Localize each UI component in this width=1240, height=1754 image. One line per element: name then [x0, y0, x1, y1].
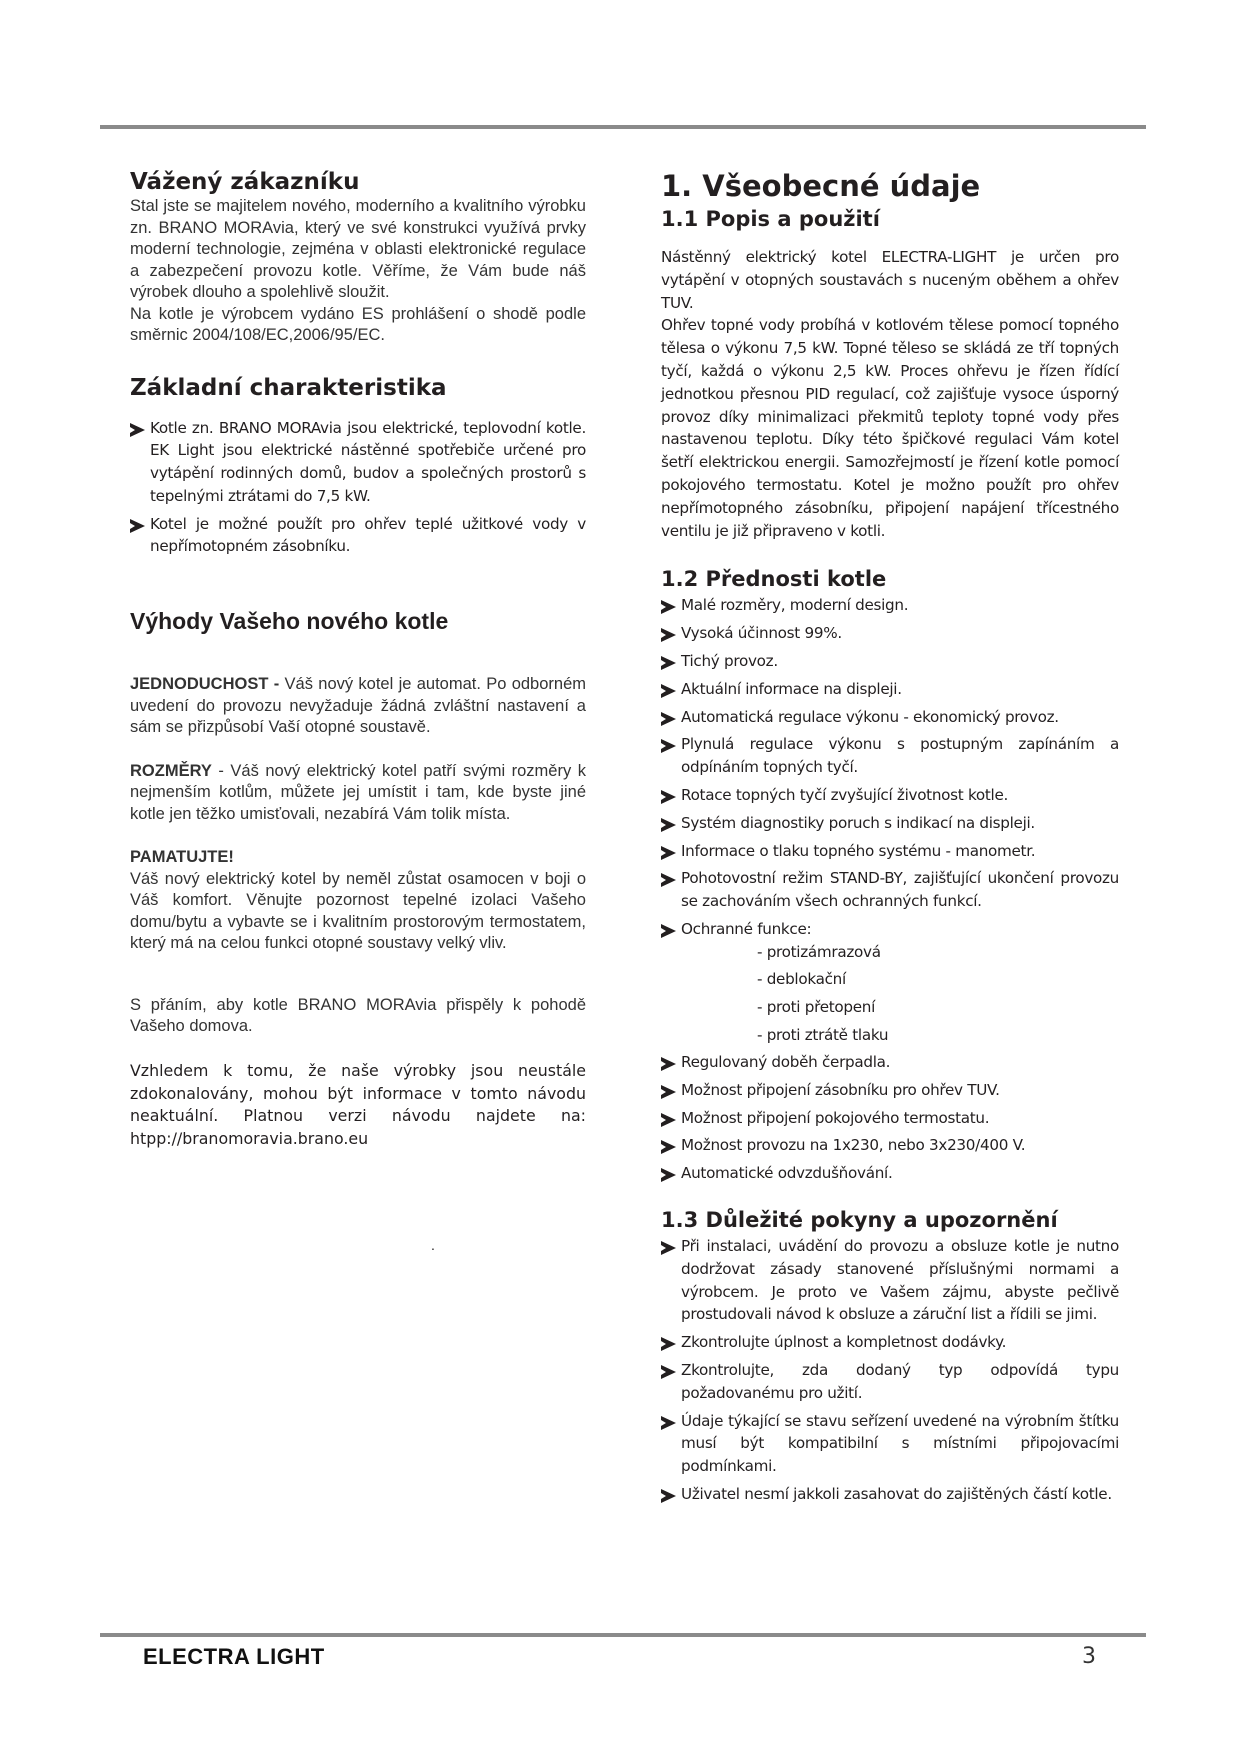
advantages-list — [661, 594, 1119, 1185]
list-item: Rotace topných tyčí zvyšující životnost kotle. — [661, 784, 1119, 807]
list-item: Informace o tlaku topného systému - manometr. — [661, 840, 1119, 863]
section-1-3-title: 1.3 Důležité pokyny a upozornění — [661, 1208, 1058, 1233]
basic-characteristics-list — [130, 417, 586, 559]
arrow-bullet-icon — [661, 1489, 676, 1503]
protective-functions-list — [681, 941, 1119, 1046]
arrow-bullet-icon — [661, 790, 676, 804]
wishes-paragraph: S přáním, aby kotle BRANO MORAvia přispěly k pohodě Vašeho domova. — [130, 995, 586, 1036]
arrow-bullet-icon — [661, 1416, 676, 1430]
list-item: Tichý provoz. — [661, 650, 1119, 673]
arrow-bullet-icon — [661, 846, 676, 860]
page-number: 3 — [1082, 1644, 1096, 1669]
list-item: Zkontrolujte úplnost a kompletnost dodávky. — [661, 1331, 1119, 1354]
list-item: Plynulá regulace výkonu s postupným zapínáním a odpínáním topných tyčí. — [661, 733, 1119, 779]
notice-paragraph: Vzhledem k tomu, že naše výrobky jsou neustále zdokonalovány, mohou být informace v tomto návodu neaktuální. Platnou verzi návodu najdete na: htpp://branomoravia.brano.eu — [130, 1060, 586, 1149]
sub-list-item: - proti přetopení — [757, 997, 876, 1016]
simplicity-label: JEDNODUCHOST - — [130, 675, 280, 694]
conformity-paragraph: Na kotle je výrobcem vydáno ES prohlášení o shodě podle směrnic 2004/108/EC,2006/95/EC. — [130, 304, 586, 344]
stray-dot: . — [431, 1237, 435, 1253]
arrow-bullet-icon — [661, 873, 676, 887]
arrow-bullet-icon — [661, 1113, 676, 1127]
arrow-bullet-icon — [661, 656, 676, 670]
left-column — [130, 168, 586, 1151]
arrow-bullet-icon — [130, 423, 145, 437]
arrow-bullet-icon — [661, 684, 676, 698]
arrow-bullet-icon — [661, 1337, 676, 1351]
arrow-bullet-icon — [661, 600, 676, 614]
list-item: Kotel je možné použít pro ohřev teplé užitkové vody v nepřímotopném zásobníku. — [130, 513, 586, 559]
list-item: Automatické odvzdušňování. — [661, 1162, 1119, 1185]
sub-list-item: - deblokační — [757, 970, 846, 989]
arrow-bullet-icon — [661, 924, 676, 938]
list-item: Možnost provozu na 1x230, nebo 3x230/400 V. — [661, 1134, 1119, 1157]
arrow-bullet-icon — [661, 1168, 676, 1182]
arrow-bullet-icon — [661, 712, 676, 726]
list-item: Regulovaný doběh čerpadla. — [661, 1051, 1119, 1074]
list-item: Aktuální informace na displeji. — [661, 678, 1119, 701]
list-item: Uživatel nesmí jakkoli zasahovat do zajištěných částí kotle. — [661, 1483, 1119, 1506]
simplicity-paragraph: JEDNODUCHOST - Váš nový kotel je automat. Po odborném uvedení do provozu nevyžaduje žádná zvláštní nastavení a sám se přizpůsobí Vaší otopné soustavě. — [130, 675, 586, 737]
advantages-title: Výhody Vašeho nového kotle — [130, 608, 449, 635]
header-rule — [100, 125, 1146, 129]
arrow-bullet-icon — [661, 1140, 676, 1154]
arrow-bullet-icon — [661, 1057, 676, 1071]
remember-paragraph: Váš nový elektrický kotel by neměl zůstat osamocen v boji o Váš komfort. Věnujte pozornost tepelné izolaci Vašeho domu/bytu a vybavte se i kvalitním prostorovým termostatem, který má na celou funkci otopné soustavy velký vliv. — [130, 869, 586, 953]
list-item: Pohotovostní režim STAND-BY, zajišťující ukončení provozu se zachováním všech ochranných funkcí. — [661, 867, 1119, 913]
list-item: Možnost připojení pokojového termostatu. — [661, 1107, 1119, 1130]
arrow-bullet-icon — [661, 1241, 676, 1255]
dimensions-paragraph: ROZMĚRY - Váš nový elektrický kotel patří svými rozměry k nejmenším kotlům, můžete jej umístit i tam, kde byste jiné kotle jen těžko umisťovali, nezabírá Vám tolik místa. — [130, 761, 586, 823]
arrow-bullet-icon — [661, 739, 676, 753]
section-1-1-title: 1.1 Popis a použití — [661, 207, 880, 231]
dimensions-label: ROZMĚRY — [130, 761, 212, 780]
footer-rule — [100, 1633, 1146, 1637]
description-paragraph-2: Ohřev topné vody probíhá v kotlovém tělese pomocí topného tělesa o výkonu 7,5 kW. Topné těleso se skládá ze tří topných tyčí, každá o výkonu 2,5 kW. Proces ohřevu je řízen řídící jednotkou přesnou PID regulací, což zajišťuje vysoce úsporný provoz díky minimalizaci překmitů teploty topné vody přes nastavenou teplotu. Díky této špičkové regulaci Vám kotel šetří elektrickou energii. Samozřejmostí je řízení kotle pomocí pokojového termostatu. Kotel je možno použít pro ohřev nepřímotopného zásobníku, připojení napájení třícestného ventilu je již připraveno v kotli. — [661, 316, 1119, 540]
greeting-paragraph: Stal jste se majitelem nového, moderního a kvalitního výrobku zn. BRANO MORAvia, který ve své konstrukci využívá prvky moderní technologie, zejména v oblasti elektronické regulace a zabezpečení provozu kotle. Věříme, že Vám bude náš výrobek dlouho a spolehlivě sloužit. — [130, 197, 586, 301]
important-notes-list — [661, 1235, 1119, 1506]
list-item: Automatická regulace výkonu - ekonomický provoz. — [661, 706, 1119, 729]
list-item: Vysoká účinnost 99%. — [661, 622, 1119, 645]
sub-list-item: - proti ztrátě tlaku — [757, 1025, 889, 1044]
list-item: Ochranné funkce: - protizámrazová - deblokační - proti přetopení - proti ztrátě tlaku — [661, 918, 1119, 1046]
arrow-bullet-icon — [661, 1085, 676, 1099]
section-1-2-title: 1.2 Přednosti kotle — [661, 567, 887, 592]
sub-list-item: - protizámrazová — [757, 942, 881, 961]
list-item: Kotle zn. BRANO MORAvia jsou elektrické, teplovodní kotle. EK Light jsou elektrické nástěnné spotřebiče určené pro vytápění rodinných domů, budov a společných prostorů s tepelnými ztrátami do 7,5 kW. — [130, 417, 586, 508]
description-paragraph-1: Nástěnný elektrický kotel ELECTRA-LIGHT je určen pro vytápění v otopných soustavách s nuceným oběhem a ohřev TUV. — [661, 248, 1119, 312]
arrow-bullet-icon — [130, 519, 145, 533]
right-column — [661, 168, 1119, 1506]
basic-characteristics-title: Základní charakteristika — [130, 374, 447, 401]
arrow-bullet-icon — [661, 628, 676, 642]
list-item: Možnost připojení zásobníku pro ohřev TUV. — [661, 1079, 1119, 1102]
greeting-title: Vážený zákazníku — [130, 169, 360, 195]
list-item: Údaje týkající se stavu seřízení uvedené na výrobním štítku musí být kompatibilní s místními připojovacími podmínkami. — [661, 1410, 1119, 1478]
main-title: 1. Všeobecné údaje — [661, 169, 981, 203]
list-item: Malé rozměry, moderní design. — [661, 594, 1119, 617]
remember-label: PAMATUJTE! — [130, 848, 234, 867]
list-item: Zkontrolujte, zda dodaný typ odpovídá typu požadovanému pro užití. — [661, 1359, 1119, 1405]
list-item: Při instalaci, uvádění do provozu a obsluze kotle je nutno dodržovat zásady stanovené příslušnými normami a výrobcem. Je proto ve Vašem zájmu, abyste pečlivě prostudovali návod k obsluze a záruční list a řídili se jimi. — [661, 1235, 1119, 1326]
footer-product-name: ELECTRA LIGHT — [143, 1644, 325, 1669]
arrow-bullet-icon — [661, 1365, 676, 1379]
list-item: Systém diagnostiky poruch s indikací na displeji. — [661, 812, 1119, 835]
arrow-bullet-icon — [661, 818, 676, 832]
